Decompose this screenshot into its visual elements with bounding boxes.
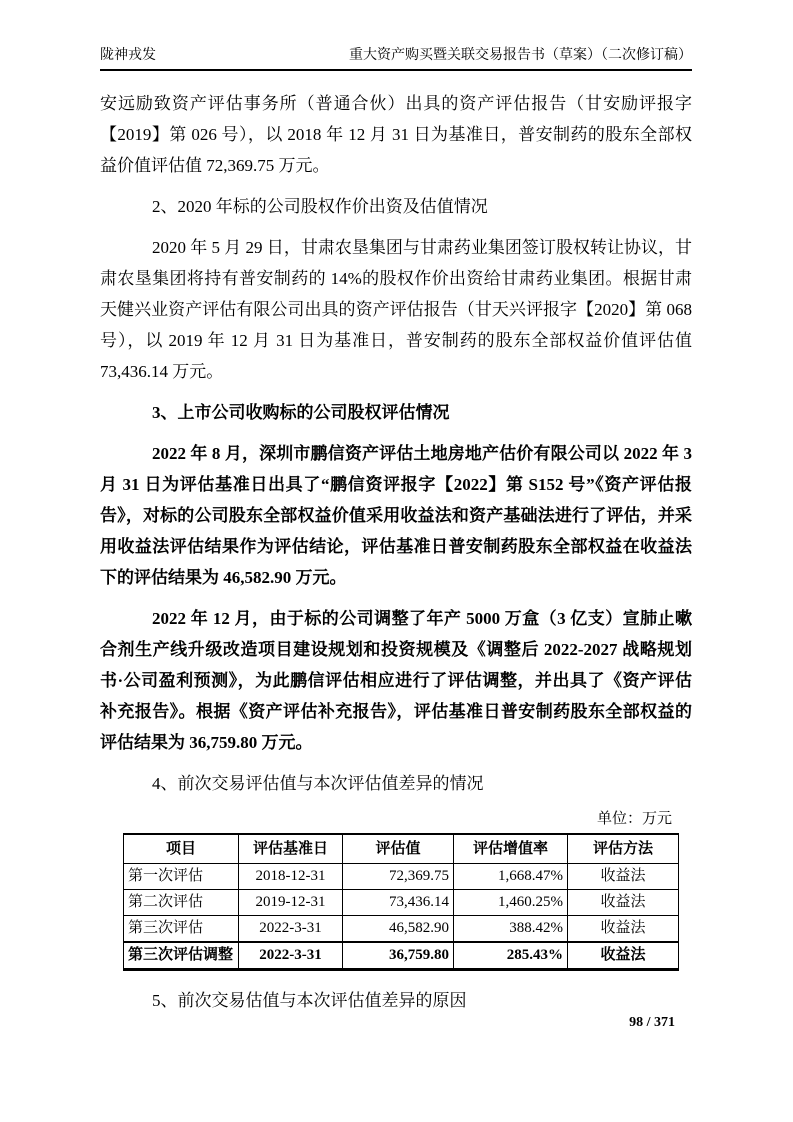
valuation-comparison-table — [123, 833, 679, 971]
table-row-adjusted — [124, 942, 679, 970]
table-row — [124, 864, 679, 890]
table-unit-label: 单位：万元 — [596, 811, 672, 827]
heading-section-4: 4、前次交易评估值与本次评估值差异的情况 — [152, 774, 484, 793]
column-header-method: 评估方法 — [568, 834, 679, 864]
column-header-appreciation-rate: 评估增值率 — [454, 834, 568, 864]
cell-item: 第三次评估 — [124, 916, 239, 943]
cell-value: 73,436.14 — [343, 890, 454, 916]
table-header-row — [124, 834, 679, 864]
header-company-name: 陇神戎发 — [100, 48, 156, 63]
cell-item: 第三次评估调整 — [124, 942, 239, 970]
column-header-item: 项目 — [124, 834, 239, 864]
cell-appreciation-rate: 1,668.47% — [454, 864, 568, 890]
table-row — [124, 916, 679, 943]
paragraph-valuation-2022-aug: 2022 年 8 月，深圳市鹏信资产评估土地房地产估价有限公司以 2022 年 3 月 31 日为评估基准日出具了“鹏信资评报字【2022】第 S152 号”《资产评估报告》，对标的公司股东全部权益价值采用收益法和资产基础法进行了评估，并采用收益法评估结果作为评估结论，评估基准日普安制药股东全部权益在收益法下的评估结果为 46,582.90 万元。 — [100, 444, 692, 587]
cell-method: 收益法 — [568, 890, 679, 916]
cell-base-date: 2022-3-31 — [239, 916, 343, 943]
heading-section-2: 2、2020 年标的公司股权作价出资及估值情况 — [152, 197, 488, 216]
cell-method: 收益法 — [568, 864, 679, 890]
paragraph-valuation-2022-dec: 2022 年 12 月，由于标的公司调整了年产 5000 万盒（3 亿支）宣肺止嗽合剂生产线升级改造项目建设规划和投资规模及《调整后 2022-2027 战略规划书·公司盈利预测》，为此鹏信评估相应进行了评估调整，并出具了《资产评估补充报告》。根据《资产评估补充报告》，评估基准日普安制药股东全部权益的评估结果为 36,759.80 万元。 — [100, 609, 692, 752]
cell-value: 46,582.90 — [343, 916, 454, 943]
cell-base-date: 2019-12-31 — [239, 890, 343, 916]
paragraph-valuation-2020: 2020 年 5 月 29 日，甘肃农垦集团与甘肃药业集团签订股权转让协议，甘肃农垦集团将持有普安制药的 14%的股权作价出资给甘肃药业集团。根据甘肃天健兴业资产评估有限公司出具的资产评估报告（甘天兴评报字【2020】第 068 号），以 2019 年 12 月 31 日为基准日，普安制药的股东全部权益价值评估值 73,436.14 万元。 — [100, 238, 692, 381]
header-doc-title: 重大资产购买暨关联交易报告书（草案）（二次修订稿） — [349, 48, 692, 63]
heading-section-3: 3、上市公司收购标的公司股权评估情况 — [152, 403, 450, 422]
page-header — [100, 47, 692, 71]
cell-appreciation-rate: 285.43% — [454, 942, 568, 970]
cell-appreciation-rate: 1,460.25% — [454, 890, 568, 916]
page-number: 98 / 371 — [629, 1015, 675, 1030]
cell-base-date: 2018-12-31 — [239, 864, 343, 890]
page-content — [100, 88, 692, 1026]
cell-value: 72,369.75 — [343, 864, 454, 890]
cell-base-date: 2022-3-31 — [239, 942, 343, 970]
cell-item: 第二次评估 — [124, 890, 239, 916]
cell-appreciation-rate: 388.42% — [454, 916, 568, 943]
paragraph-valuation-2018: 安远励致资产评估事务所（普通合伙）出具的资产评估报告（甘安励评报字【2019】第 026 号），以 2018 年 12 月 31 日为基准日，普安制药的股东全部权益价值评估值 72,369.75 万元。 — [100, 94, 692, 175]
cell-value: 36,759.80 — [343, 942, 454, 970]
cell-method: 收益法 — [568, 916, 679, 943]
cell-item: 第一次评估 — [124, 864, 239, 890]
heading-section-5: 5、前次交易估值与本次评估值差异的原因 — [152, 991, 467, 1010]
column-header-value: 评估值 — [343, 834, 454, 864]
cell-method: 收益法 — [568, 942, 679, 970]
table-row — [124, 890, 679, 916]
column-header-base-date: 评估基准日 — [239, 834, 343, 864]
